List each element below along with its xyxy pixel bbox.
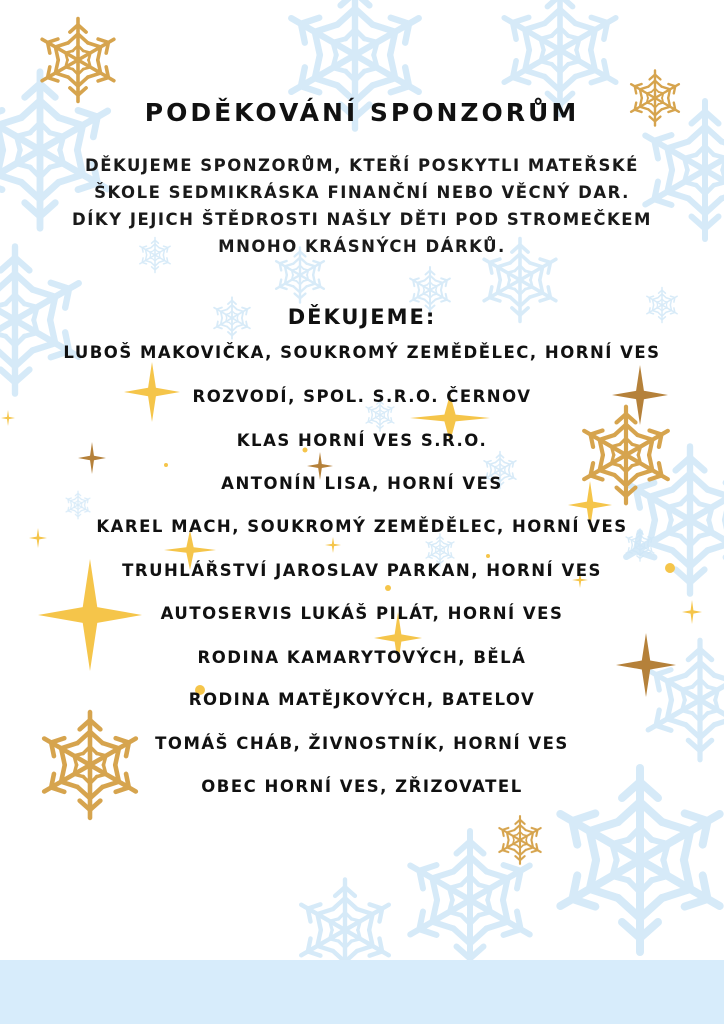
sponsor-item: RODINA KAMARYTOVÝCH, BĚLÁ xyxy=(197,648,527,667)
sponsor-item: TOMÁŠ CHÁB, ŽIVNOSTNÍK, HORNÍ VES xyxy=(155,734,569,753)
intro-line: DÍKY JEJICH ŠTĚDROSTI NAŠLY DĚTI POD STROMEČKEM xyxy=(72,210,652,229)
page-title: PODĚKOVÁNÍ SPONZORŮM xyxy=(144,98,580,127)
sponsor-item: KLAS HORNÍ VES S.R.O. xyxy=(236,431,488,450)
sponsor-item: RODINA MATĚJKOVÝCH, BATELOV xyxy=(188,690,536,709)
sponsor-item: KAREL MACH, SOUKROMÝ ZEMĚDĚLEC, HORNÍ VES xyxy=(96,517,628,536)
intro-paragraph xyxy=(40,152,684,260)
sponsor-item: LUBOŠ MAKOVIČKA, SOUKROMÝ ZEMĚDĚLEC, HORNÍ VES xyxy=(63,343,661,362)
intro-line: DĚKUJEME SPONZORŮM, KTEŘÍ POSKYTLI MATEŘSKÉ xyxy=(85,156,639,175)
sponsor-item: ROZVODÍ, SPOL. S.R.O. ČERNOV xyxy=(192,387,532,406)
sponsor-item: AUTOSERVIS LUKÁŠ PILÁT, HORNÍ VES xyxy=(160,604,564,623)
intro-line: ŠKOLE SEDMIKRÁSKA FINANČNÍ NEBO VĚCNÝ DAR. xyxy=(94,183,630,202)
sponsor-item: ANTONÍN LISA, HORNÍ VES xyxy=(221,474,503,493)
sponsor-item: OBEC HORNÍ VES, ZŘIZOVATEL xyxy=(201,777,523,796)
thanks-heading: DĚKUJEME: xyxy=(287,305,437,329)
sponsor-item: TRUHLÁŘSTVÍ JAROSLAV PARKAN, HORNÍ VES xyxy=(122,561,602,580)
intro-line: MNOHO KRÁSNÝCH DÁRKŮ. xyxy=(218,237,506,256)
